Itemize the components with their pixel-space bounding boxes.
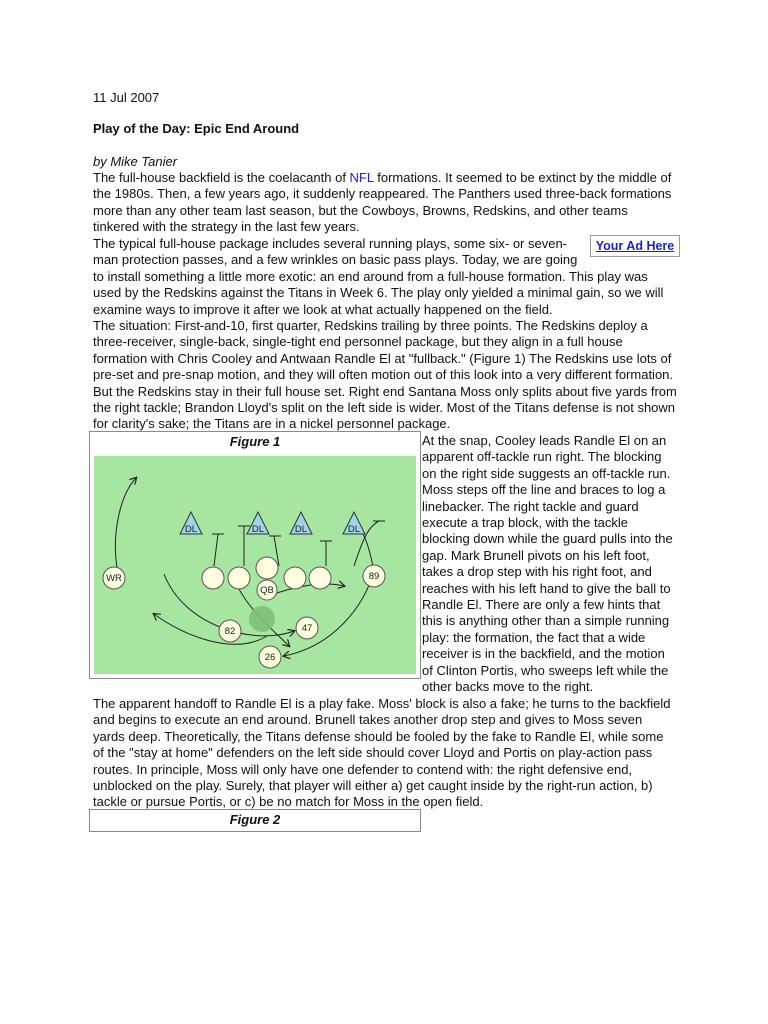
paragraph-1-text-b: formations. It seemed to be extinct by the middle of the 1980s. Then, a few years ago, it suddenly reappeared. The Panthers used three-back formations more than any other team last season, but the Cowboys, Browns, Redskins, and other teams tinkered with the strategy in the last few years. [93, 170, 672, 235]
svg-text:QB: QB [260, 585, 274, 596]
svg-text:DL: DL [294, 524, 308, 535]
lineman [284, 567, 306, 589]
player-89 [363, 565, 385, 587]
figure-2 [89, 809, 421, 832]
svg-text:47: 47 [301, 623, 313, 634]
nfl-link[interactable]: NFL [349, 170, 374, 185]
svg-text:DL: DL [184, 524, 198, 535]
figure-2-caption: Figure 2 [229, 812, 281, 827]
player-26 [259, 646, 281, 668]
svg-text:DL: DL [251, 524, 265, 535]
qb-player [257, 580, 277, 600]
paragraph-3: The situation: First-and-10, first quarter, Redskins trailing by three points. The Redskins deploy a three-receiver, single-back, single-tight end personnel package, but they align in a full house formation with Chris Cooley and Antwaan Randle El at "fullback." (Figure 1) The Redskins use lots of pre-set and pre-snap motion, and they will often motion out of this look into a very different formation. But the Redskins stay in their full house set. Right end Santana Moss only splits about five yards from the right tackle; Brandon Lloyd's split on the left side is wider. Most of the Titans defense is not shown for clarity's sake; the Titans are in a nickel personnel package. [93, 318, 677, 432]
wr-player [103, 567, 125, 589]
article-byline: by Mike Tanier [93, 154, 178, 169]
play-diagram [94, 456, 416, 674]
lineman [202, 567, 224, 589]
handoff-spot [249, 606, 275, 632]
figure-1 [89, 431, 421, 679]
article-date: 11 Jul 2007 [93, 90, 160, 105]
svg-text:82: 82 [224, 626, 236, 637]
lineman [309, 567, 331, 589]
svg-text:DL: DL [347, 524, 361, 535]
svg-text:26: 26 [264, 652, 276, 663]
svg-text:89: 89 [368, 571, 380, 582]
svg-text:WR: WR [106, 573, 122, 584]
paragraph-2-text: The typical full-house package includes several running plays, some six- or seven-man protection passes, and a few wrinkles on basic pass plays. Today, we are going to install something a little more exotic: an end around from a full-house formation. This play was used by the Redskins against the Titans in Week 6. The play only yielded a minimal gain, so we will examine ways to improve it after we look at what actually happened on the field. [93, 236, 664, 317]
center [256, 557, 278, 579]
paragraph-1 [93, 170, 677, 236]
ad-link[interactable]: Your Ad Here [590, 235, 680, 257]
paragraph-1-text-a: The full-house backfield is the coelacanth of [93, 170, 350, 185]
paragraph-5: The apparent handoff to Randle El is a play fake. Moss' block is also a fake; he turns to the backfield and begins to execute an end around. Brunell takes another drop step and gives to Moss seven yards deep. Theoretically, the Titans defense should be fooled by the fake to Randle El, while some of the "stay at home" defenders on the left side should cover Lloyd and Portis on play-action pass routes. In principle, Moss will only have one defender to contend with: the right defensive end, unblocked on the play. Surely, that player will either a) get caught inside by the right-run action, b) tackle or pursue Portis, or c) be no match for Moss in the open field. [93, 696, 671, 810]
paragraph-4: At the snap, Cooley leads Randle El on an apparent off-tackle run right. The blocking on the right side suggests an off-tackle run. Moss steps off the line and braces to log a linebacker. The right tackle and guard execute a trap block, with the tackle blocking down while the guard pulls into the gap. Mark Brunell pivots on his left foot, takes a drop step with his right foot, and reaches with his left hand to give the ball to Randle El. There are only a few hints that this is anything other than a simple running play: the formation, the fact that a wide receiver is in the backfield, and the motion of Clinton Portis, who sweeps left while the other backs move to the right. [422, 433, 673, 695]
lineman [228, 567, 250, 589]
player-47 [296, 617, 318, 639]
player-82 [219, 620, 241, 642]
figure-1-caption: Figure 1 [229, 434, 281, 449]
article-title: Play of the Day: Epic End Around [93, 121, 300, 136]
